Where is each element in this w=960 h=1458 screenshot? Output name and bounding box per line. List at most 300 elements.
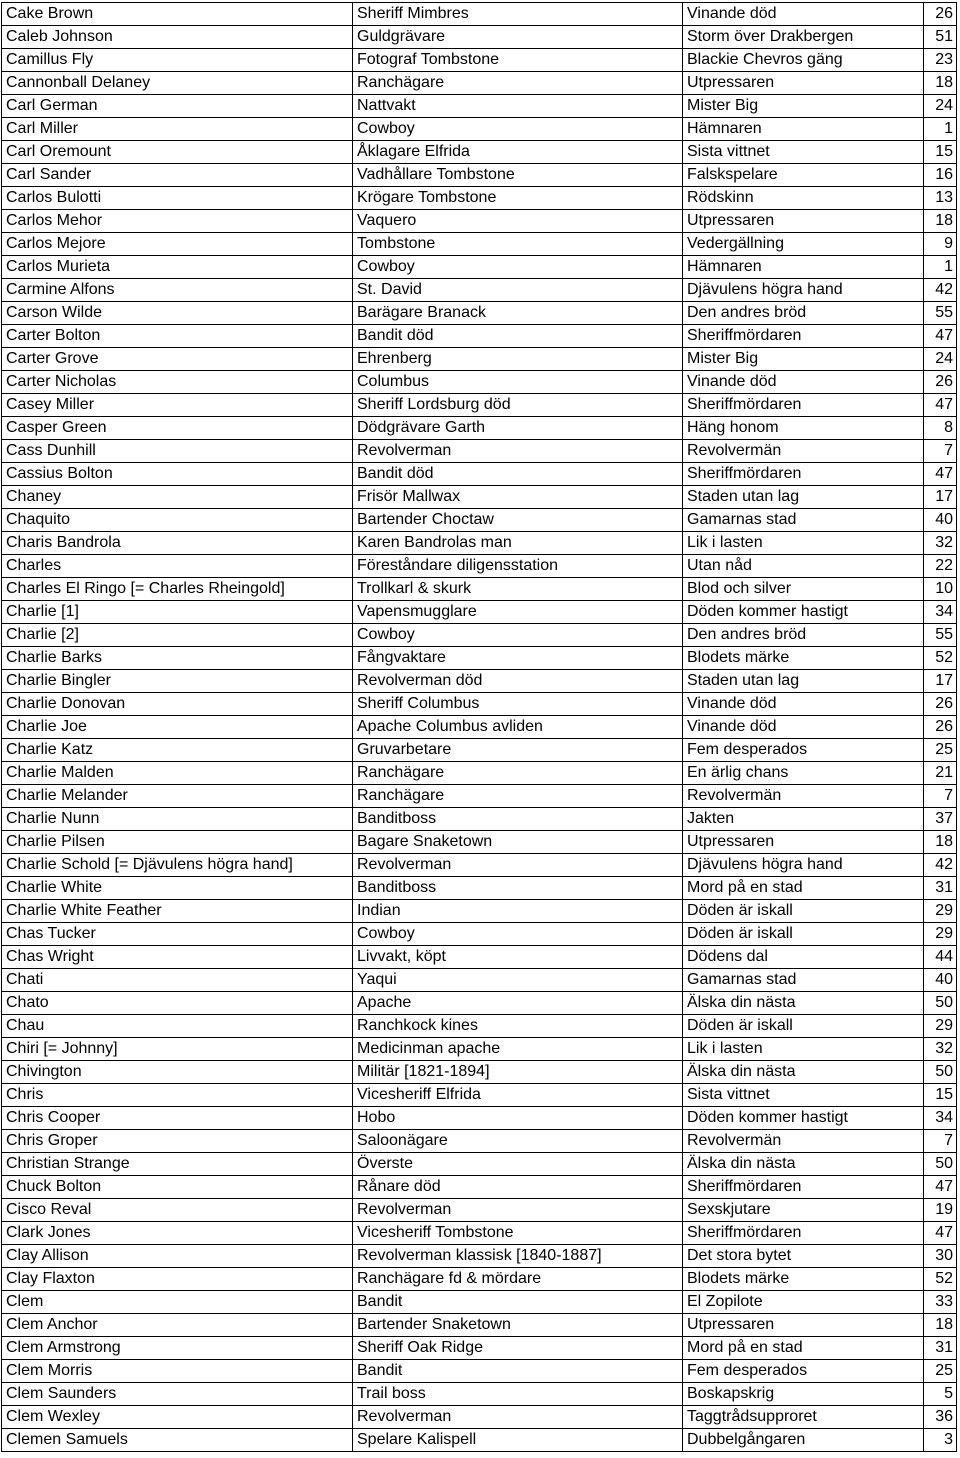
issue-number-cell: 13 — [924, 187, 957, 210]
table-row — [2, 1130, 957, 1153]
story-title-cell: Djävulens högra hand — [683, 279, 924, 302]
table-row — [2, 762, 957, 785]
issue-number-cell: 29 — [924, 1015, 957, 1038]
issue-number-cell: 8 — [924, 417, 957, 440]
table-row — [2, 72, 957, 95]
character-role-cell: Karen Bandrolas man — [353, 532, 683, 555]
character-role-cell: Bartender Choctaw — [353, 509, 683, 532]
table-row — [2, 969, 957, 992]
character-name-cell: Chris — [2, 1084, 353, 1107]
issue-number-cell: 3 — [924, 1429, 957, 1452]
table-row — [2, 187, 957, 210]
character-role-cell: Saloonägare — [353, 1130, 683, 1153]
character-name-cell: Clark Jones — [2, 1222, 353, 1245]
character-role-cell: Tombstone — [353, 233, 683, 256]
character-role-cell: Ranchägare — [353, 72, 683, 95]
table-row — [2, 417, 957, 440]
character-role-cell: Apache — [353, 992, 683, 1015]
character-name-cell: Charlie Bingler — [2, 670, 353, 693]
character-name-cell: Chati — [2, 969, 353, 992]
table-row — [2, 1176, 957, 1199]
issue-number-cell: 7 — [924, 785, 957, 808]
table-row — [2, 463, 957, 486]
table-body — [2, 3, 957, 1452]
table-row — [2, 670, 957, 693]
character-role-cell: Revolverman — [353, 854, 683, 877]
table-row — [2, 118, 957, 141]
table-row — [2, 1015, 957, 1038]
issue-number-cell: 5 — [924, 1383, 957, 1406]
story-title-cell: Sheriffmördaren — [683, 463, 924, 486]
story-title-cell: Sheriffmördaren — [683, 1222, 924, 1245]
table-row — [2, 1429, 957, 1452]
story-title-cell: Älska din nästa — [683, 992, 924, 1015]
character-name-cell: Carson Wilde — [2, 302, 353, 325]
issue-number-cell: 23 — [924, 49, 957, 72]
table-row — [2, 693, 957, 716]
story-title-cell: Utpressaren — [683, 210, 924, 233]
story-title-cell: Sheriffmördaren — [683, 394, 924, 417]
story-title-cell: Vinande död — [683, 716, 924, 739]
issue-number-cell: 29 — [924, 923, 957, 946]
issue-number-cell: 31 — [924, 877, 957, 900]
table-row — [2, 854, 957, 877]
issue-number-cell: 42 — [924, 279, 957, 302]
table-row — [2, 26, 957, 49]
table-row — [2, 739, 957, 762]
story-title-cell: Gamarnas stad — [683, 969, 924, 992]
issue-number-cell: 25 — [924, 739, 957, 762]
character-role-cell: Trollkarl & skurk — [353, 578, 683, 601]
issue-number-cell: 18 — [924, 72, 957, 95]
character-role-cell: Cowboy — [353, 118, 683, 141]
issue-number-cell: 7 — [924, 440, 957, 463]
story-title-cell: Utpressaren — [683, 72, 924, 95]
story-title-cell: Revolvermän — [683, 1130, 924, 1153]
character-name-cell: Charlie Pilsen — [2, 831, 353, 854]
character-role-cell: Fotograf Tombstone — [353, 49, 683, 72]
story-title-cell: Blackie Chevros gäng — [683, 49, 924, 72]
issue-number-cell: 26 — [924, 716, 957, 739]
character-name-cell: Cassius Bolton — [2, 463, 353, 486]
story-title-cell: El Zopilote — [683, 1291, 924, 1314]
character-name-cell: Carmine Alfons — [2, 279, 353, 302]
character-role-cell: Bandit — [353, 1360, 683, 1383]
table-row — [2, 831, 957, 854]
story-title-cell: Utpressaren — [683, 1314, 924, 1337]
table-row — [2, 141, 957, 164]
character-role-cell: Föreståndare diligensstation — [353, 555, 683, 578]
issue-number-cell: 9 — [924, 233, 957, 256]
table-row — [2, 509, 957, 532]
character-role-cell: Ranchägare — [353, 762, 683, 785]
issue-number-cell: 47 — [924, 325, 957, 348]
character-name-cell: Carl Miller — [2, 118, 353, 141]
story-title-cell: Älska din nästa — [683, 1061, 924, 1084]
issue-number-cell: 31 — [924, 1337, 957, 1360]
character-role-cell: Barägare Branack — [353, 302, 683, 325]
character-role-cell: Revolverman — [353, 1199, 683, 1222]
character-name-cell: Chas Wright — [2, 946, 353, 969]
character-name-cell: Charlie White Feather — [2, 900, 353, 923]
issue-number-cell: 44 — [924, 946, 957, 969]
character-name-cell: Carter Grove — [2, 348, 353, 371]
issue-number-cell: 47 — [924, 463, 957, 486]
table-row — [2, 1268, 957, 1291]
table-row — [2, 486, 957, 509]
character-role-cell: Bandit död — [353, 325, 683, 348]
issue-number-cell: 52 — [924, 647, 957, 670]
character-name-cell: Clem Saunders — [2, 1383, 353, 1406]
story-title-cell: Sheriffmördaren — [683, 1176, 924, 1199]
story-title-cell: Vedergällning — [683, 233, 924, 256]
story-title-cell: Mister Big — [683, 95, 924, 118]
table-row — [2, 256, 957, 279]
character-name-cell: Chato — [2, 992, 353, 1015]
character-name-cell: Christian Strange — [2, 1153, 353, 1176]
issue-number-cell: 30 — [924, 1245, 957, 1268]
story-title-cell: Fem desperados — [683, 739, 924, 762]
issue-number-cell: 25 — [924, 1360, 957, 1383]
issue-number-cell: 26 — [924, 371, 957, 394]
table-row — [2, 1222, 957, 1245]
character-role-cell: Ranchägare — [353, 785, 683, 808]
issue-number-cell: 50 — [924, 1153, 957, 1176]
character-name-cell: Carlos Mehor — [2, 210, 353, 233]
character-name-cell: Casey Miller — [2, 394, 353, 417]
story-title-cell: Blodets märke — [683, 1268, 924, 1291]
character-name-cell: Carlos Bulotti — [2, 187, 353, 210]
story-title-cell: Rödskinn — [683, 187, 924, 210]
character-role-cell: Vicesheriff Elfrida — [353, 1084, 683, 1107]
character-name-cell: Clemen Samuels — [2, 1429, 353, 1452]
table-row — [2, 1360, 957, 1383]
character-name-cell: Casper Green — [2, 417, 353, 440]
issue-number-cell: 10 — [924, 578, 957, 601]
character-name-cell: Charlie [1] — [2, 601, 353, 624]
story-title-cell: Sheriffmördaren — [683, 325, 924, 348]
table-row — [2, 946, 957, 969]
table-row — [2, 601, 957, 624]
issue-number-cell: 26 — [924, 693, 957, 716]
table-row — [2, 371, 957, 394]
issue-number-cell: 52 — [924, 1268, 957, 1291]
character-name-cell: Carl Sander — [2, 164, 353, 187]
character-name-cell: Carlos Mejore — [2, 233, 353, 256]
table-row — [2, 1107, 957, 1130]
character-name-cell: Caleb Johnson — [2, 26, 353, 49]
story-title-cell: Sexskjutare — [683, 1199, 924, 1222]
story-title-cell: Döden är iskall — [683, 900, 924, 923]
story-title-cell: Storm över Drakbergen — [683, 26, 924, 49]
story-title-cell: Revolvermän — [683, 440, 924, 463]
character-name-cell: Charlie Malden — [2, 762, 353, 785]
character-name-cell: Clay Allison — [2, 1245, 353, 1268]
table-row — [2, 785, 957, 808]
story-title-cell: Staden utan lag — [683, 486, 924, 509]
issue-number-cell: 24 — [924, 348, 957, 371]
character-name-cell: Carl Oremount — [2, 141, 353, 164]
story-title-cell: Djävulens högra hand — [683, 854, 924, 877]
character-role-cell: Krögare Tombstone — [353, 187, 683, 210]
story-title-cell: Mord på en stad — [683, 877, 924, 900]
character-role-cell: Vadhållare Tombstone — [353, 164, 683, 187]
character-name-cell: Cake Brown — [2, 3, 353, 26]
issue-number-cell: 21 — [924, 762, 957, 785]
character-role-cell: Ranchkock kines — [353, 1015, 683, 1038]
character-role-cell: Vicesheriff Tombstone — [353, 1222, 683, 1245]
story-title-cell: Staden utan lag — [683, 670, 924, 693]
story-title-cell: Den andres bröd — [683, 302, 924, 325]
table-row — [2, 808, 957, 831]
issue-number-cell: 36 — [924, 1406, 957, 1429]
table-row — [2, 394, 957, 417]
table-row — [2, 1406, 957, 1429]
character-name-cell: Charles — [2, 555, 353, 578]
table-row — [2, 716, 957, 739]
issue-number-cell: 32 — [924, 1038, 957, 1061]
issue-number-cell: 29 — [924, 900, 957, 923]
character-role-cell: Sheriff Oak Ridge — [353, 1337, 683, 1360]
table-row — [2, 1153, 957, 1176]
table-row — [2, 95, 957, 118]
story-title-cell: Revolvermän — [683, 785, 924, 808]
story-title-cell: Hämnaren — [683, 118, 924, 141]
table-row — [2, 1061, 957, 1084]
story-title-cell: Häng honom — [683, 417, 924, 440]
issue-number-cell: 1 — [924, 256, 957, 279]
table-row — [2, 992, 957, 1015]
story-title-cell: Lik i lasten — [683, 1038, 924, 1061]
story-title-cell: Mord på en stad — [683, 1337, 924, 1360]
issue-number-cell: 50 — [924, 1061, 957, 1084]
character-name-cell: Chuck Bolton — [2, 1176, 353, 1199]
character-name-cell: Charlie Donovan — [2, 693, 353, 716]
issue-number-cell: 34 — [924, 601, 957, 624]
story-title-cell: Falskspelare — [683, 164, 924, 187]
issue-number-cell: 47 — [924, 1222, 957, 1245]
character-name-cell: Camillus Fly — [2, 49, 353, 72]
character-role-cell: Bandit död — [353, 463, 683, 486]
story-title-cell: En ärlig chans — [683, 762, 924, 785]
story-title-cell: Döden är iskall — [683, 1015, 924, 1038]
character-role-cell: Ehrenberg — [353, 348, 683, 371]
table-row — [2, 1314, 957, 1337]
issue-number-cell: 18 — [924, 210, 957, 233]
character-role-cell: Åklagare Elfrida — [353, 141, 683, 164]
character-role-cell: Revolverman död — [353, 670, 683, 693]
table-row — [2, 302, 957, 325]
table-row — [2, 578, 957, 601]
table-row — [2, 279, 957, 302]
issue-number-cell: 37 — [924, 808, 957, 831]
table-row — [2, 164, 957, 187]
story-title-cell: Den andres bröd — [683, 624, 924, 647]
issue-number-cell: 50 — [924, 992, 957, 1015]
story-title-cell: Blodets märke — [683, 647, 924, 670]
character-role-cell: Yaqui — [353, 969, 683, 992]
table-row — [2, 210, 957, 233]
character-role-cell: Bandit — [353, 1291, 683, 1314]
issue-number-cell: 55 — [924, 624, 957, 647]
table-row — [2, 348, 957, 371]
character-role-cell: Revolverman klassisk [1840-1887] — [353, 1245, 683, 1268]
character-role-cell: Hobo — [353, 1107, 683, 1130]
table-row — [2, 647, 957, 670]
character-name-cell: Charlie Melander — [2, 785, 353, 808]
character-role-cell: Sheriff Lordsburg död — [353, 394, 683, 417]
story-title-cell: Blod och silver — [683, 578, 924, 601]
table-row — [2, 923, 957, 946]
character-name-cell: Clem Armstrong — [2, 1337, 353, 1360]
table-row — [2, 1084, 957, 1107]
issue-number-cell: 55 — [924, 302, 957, 325]
issue-number-cell: 15 — [924, 141, 957, 164]
character-name-cell: Carter Nicholas — [2, 371, 353, 394]
character-name-cell: Chas Tucker — [2, 923, 353, 946]
character-role-cell: Spelare Kalispell — [353, 1429, 683, 1452]
character-name-cell: Carter Bolton — [2, 325, 353, 348]
character-role-cell: Apache Columbus avliden — [353, 716, 683, 739]
table-row — [2, 325, 957, 348]
story-title-cell: Lik i lasten — [683, 532, 924, 555]
story-title-cell: Taggtrådsupproret — [683, 1406, 924, 1429]
character-name-cell: Charlie Katz — [2, 739, 353, 762]
character-name-cell: Clem Morris — [2, 1360, 353, 1383]
story-title-cell: Utpressaren — [683, 831, 924, 854]
story-title-cell: Dödens dal — [683, 946, 924, 969]
issue-number-cell: 40 — [924, 509, 957, 532]
character-role-cell: Cowboy — [353, 923, 683, 946]
character-role-cell: Medicinman apache — [353, 1038, 683, 1061]
story-title-cell: Döden är iskall — [683, 923, 924, 946]
character-name-cell: Charlie [2] — [2, 624, 353, 647]
character-role-cell: Ranchägare fd & mördare — [353, 1268, 683, 1291]
issue-number-cell: 47 — [924, 1176, 957, 1199]
character-role-cell: Fångvaktare — [353, 647, 683, 670]
character-role-cell: Banditboss — [353, 808, 683, 831]
character-role-cell: Frisör Mallwax — [353, 486, 683, 509]
character-role-cell: Vapensmugglare — [353, 601, 683, 624]
character-role-cell: Nattvakt — [353, 95, 683, 118]
story-title-cell: Sista vittnet — [683, 1084, 924, 1107]
issue-number-cell: 51 — [924, 26, 957, 49]
character-name-cell: Cass Dunhill — [2, 440, 353, 463]
issue-number-cell: 33 — [924, 1291, 957, 1314]
character-role-cell: Bartender Snaketown — [353, 1314, 683, 1337]
character-role-cell: Rånare död — [353, 1176, 683, 1199]
character-name-cell: Chau — [2, 1015, 353, 1038]
character-role-cell: Banditboss — [353, 877, 683, 900]
character-role-cell: Revolverman — [353, 440, 683, 463]
table-row — [2, 1245, 957, 1268]
character-role-cell: Gruvarbetare — [353, 739, 683, 762]
character-name-cell: Chaquito — [2, 509, 353, 532]
character-role-cell: Vaquero — [353, 210, 683, 233]
character-role-cell: St. David — [353, 279, 683, 302]
story-title-cell: Vinande död — [683, 3, 924, 26]
story-title-cell: Utan nåd — [683, 555, 924, 578]
table-row — [2, 877, 957, 900]
character-role-cell: Dödgrävare Garth — [353, 417, 683, 440]
table-row — [2, 233, 957, 256]
character-role-cell: Bagare Snaketown — [353, 831, 683, 854]
index-table-container — [1, 2, 956, 1452]
character-name-cell: Charlie Barks — [2, 647, 353, 670]
story-title-cell: Boskapskrig — [683, 1383, 924, 1406]
character-name-cell: Chaney — [2, 486, 353, 509]
character-name-cell: Clem Wexley — [2, 1406, 353, 1429]
table-row — [2, 624, 957, 647]
story-title-cell: Fem desperados — [683, 1360, 924, 1383]
character-role-cell: Indian — [353, 900, 683, 923]
character-role-cell: Sheriff Columbus — [353, 693, 683, 716]
issue-number-cell: 24 — [924, 95, 957, 118]
issue-number-cell: 22 — [924, 555, 957, 578]
character-name-cell: Cisco Reval — [2, 1199, 353, 1222]
table-row — [2, 1337, 957, 1360]
table-row — [2, 555, 957, 578]
character-name-cell: Charis Bandrola — [2, 532, 353, 555]
character-name-cell: Clem Anchor — [2, 1314, 353, 1337]
issue-number-cell: 26 — [924, 3, 957, 26]
issue-number-cell: 40 — [924, 969, 957, 992]
issue-number-cell: 34 — [924, 1107, 957, 1130]
issue-number-cell: 1 — [924, 118, 957, 141]
issue-number-cell: 42 — [924, 854, 957, 877]
issue-number-cell: 16 — [924, 164, 957, 187]
character-name-cell: Charlie Nunn — [2, 808, 353, 831]
table-row — [2, 532, 957, 555]
issue-number-cell: 15 — [924, 1084, 957, 1107]
table-row — [2, 49, 957, 72]
story-title-cell: Vinande död — [683, 693, 924, 716]
story-title-cell: Döden kommer hastigt — [683, 601, 924, 624]
character-name-cell: Charlie Joe — [2, 716, 353, 739]
character-role-cell: Sheriff Mimbres — [353, 3, 683, 26]
table-row — [2, 1199, 957, 1222]
character-name-cell: Charlie White — [2, 877, 353, 900]
story-title-cell: Hämnaren — [683, 256, 924, 279]
issue-number-cell: 32 — [924, 532, 957, 555]
table-row — [2, 1038, 957, 1061]
character-name-cell: Charlie Schold [= Djävulens högra hand] — [2, 854, 353, 877]
story-title-cell: Sista vittnet — [683, 141, 924, 164]
issue-number-cell: 18 — [924, 831, 957, 854]
story-title-cell: Mister Big — [683, 348, 924, 371]
character-role-cell: Överste — [353, 1153, 683, 1176]
issue-number-cell: 18 — [924, 1314, 957, 1337]
table-row — [2, 440, 957, 463]
character-role-cell: Livvakt, köpt — [353, 946, 683, 969]
story-title-cell: Jakten — [683, 808, 924, 831]
character-role-cell: Columbus — [353, 371, 683, 394]
table-row — [2, 1291, 957, 1314]
character-name-cell: Chivington — [2, 1061, 353, 1084]
character-role-cell: Militär [1821-1894] — [353, 1061, 683, 1084]
character-name-cell: Carlos Murieta — [2, 256, 353, 279]
story-title-cell: Dubbelgångaren — [683, 1429, 924, 1452]
character-role-cell: Cowboy — [353, 256, 683, 279]
issue-number-cell: 47 — [924, 394, 957, 417]
table-row — [2, 1383, 957, 1406]
character-name-cell: Clay Flaxton — [2, 1268, 353, 1291]
story-title-cell: Det stora bytet — [683, 1245, 924, 1268]
table-row — [2, 900, 957, 923]
character-role-cell: Cowboy — [353, 624, 683, 647]
issue-number-cell: 17 — [924, 486, 957, 509]
character-index-table — [1, 2, 957, 1452]
